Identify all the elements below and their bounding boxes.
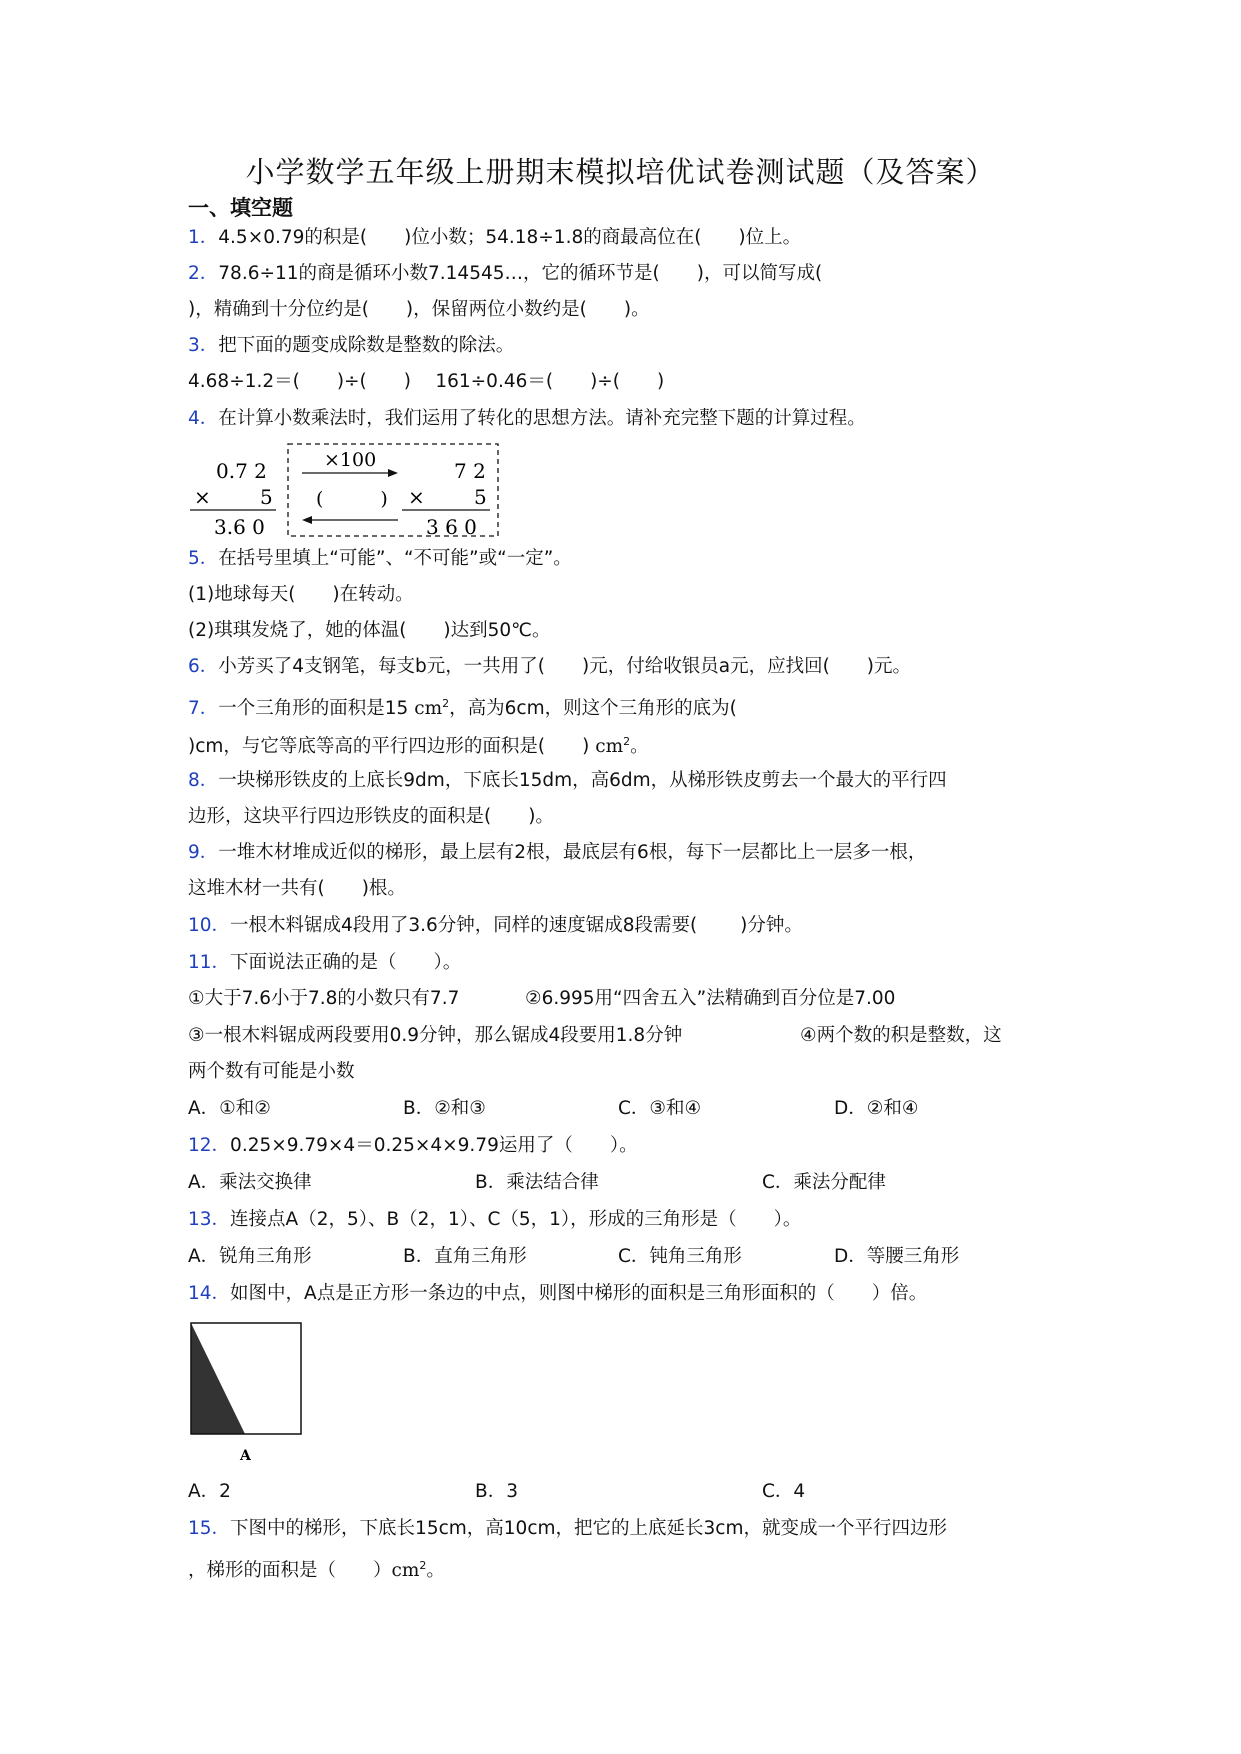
- question-text: 下图中的梯形，下底长15cm，高10cm，把它的上底延长3cm，就变成一个平行四边形: [230, 1518, 947, 1539]
- question-6: [188, 655, 911, 679]
- question-11-statement-4-cont: 两个数有可能是小数: [188, 1061, 355, 1082]
- question-number: 11．: [188, 952, 231, 973]
- question-number: 2．: [188, 263, 219, 284]
- question-number: 13．: [188, 1209, 231, 1230]
- question-8: [188, 769, 947, 793]
- question-text: 在括号里填上“可能”、“不可能”或“一定”。: [218, 548, 572, 569]
- question-14: [188, 1282, 927, 1306]
- question-13-option-d[interactable]: D．等腰三角形: [834, 1246, 960, 1267]
- question-text: 如图中，A点是正方形一条边的中点，则图中梯形的面积是三角形面积的（ ）倍。: [230, 1283, 928, 1304]
- fig-factor-b: 5: [260, 485, 273, 509]
- question-9: [188, 841, 926, 865]
- question-text-a: 一个三角形的面积是15: [218, 698, 415, 720]
- fig-blank: ( ): [316, 488, 388, 510]
- question-text: 把下面的题变成除数是整数的除法。: [218, 335, 515, 356]
- question-number: 5．: [188, 548, 219, 569]
- fig-times-sign-2: ×: [408, 485, 425, 509]
- question-number: 9．: [188, 842, 219, 863]
- question-text-c: 。: [426, 1560, 445, 1582]
- question-11: [188, 951, 461, 975]
- arrow-right-icon: [388, 469, 398, 477]
- question-text-b: ，梯形的面积是（ ）: [188, 1560, 392, 1582]
- unit-exponent: 2: [442, 697, 450, 710]
- question-text: 78.6÷11的商是循环小数7.14545…，它的循环节是( )，可以简写成(: [218, 263, 823, 284]
- square-figure: [188, 1320, 308, 1470]
- question-text: 0.25×9.79×4＝0.25×4×9.79运用了（ ）。: [230, 1135, 638, 1156]
- question-13-option-b[interactable]: B．直角三角形: [403, 1246, 527, 1267]
- unit-cm: cm: [414, 698, 443, 720]
- fig-result: 3.6 0: [214, 515, 265, 539]
- question-3-line2: 4.68÷1.2＝( )÷( ) 161÷0.46＝( )÷( ): [188, 371, 665, 392]
- question-2: [188, 262, 822, 286]
- section-heading: 一、填空题: [188, 196, 293, 220]
- question-number: 7．: [188, 698, 219, 720]
- question-5-sub1: (1)地球每天( )在转动。: [188, 584, 414, 605]
- question-4: [188, 407, 866, 431]
- unit-exponent: 2: [419, 1559, 427, 1572]
- question-11-option-b[interactable]: B．②和③: [403, 1098, 486, 1119]
- unit-cm: cm: [595, 736, 624, 758]
- question-12: [188, 1134, 638, 1158]
- question-text: 一根木料锯成4段用了3.6分钟，同样的速度锯成8段需要( )分钟。: [230, 915, 803, 936]
- question-3: [188, 334, 514, 358]
- question-text-b: ，高为6cm，则这个三角形的底为(: [449, 698, 737, 720]
- fig-factor-b2: 5: [474, 485, 487, 509]
- question-number: 8．: [188, 770, 219, 791]
- question-15: [188, 1517, 947, 1541]
- question-13: [188, 1208, 801, 1232]
- question-14-option-c[interactable]: C．4: [762, 1481, 806, 1502]
- question-14-option-a[interactable]: A．2: [188, 1481, 231, 1502]
- page-title: 小学数学五年级上册期末模拟培优试卷测试题（及答案）: [245, 155, 996, 189]
- question-text-c: )cm，与它等底等高的平行四边形的面积是( ): [188, 736, 596, 758]
- question-text: 下面说法正确的是（ ）。: [230, 952, 462, 973]
- unit-cm: cm: [391, 1560, 420, 1582]
- fig-factor-a: 0.7 2: [216, 459, 267, 483]
- question-text: 4.5×0.79的积是( )位小数；54.18÷1.8的商最高位在( )位上。: [218, 227, 802, 248]
- question-11-option-c[interactable]: C．③和④: [618, 1098, 702, 1119]
- question-7-line2: [188, 730, 649, 759]
- question-number: 12．: [188, 1135, 231, 1156]
- question-14-option-b[interactable]: B．3: [475, 1481, 518, 1502]
- unit-exponent: 2: [623, 735, 631, 748]
- question-12-option-a[interactable]: A．乘法交换律: [188, 1172, 312, 1193]
- question-5: [188, 547, 572, 571]
- fig-result-2: 3 6 0: [426, 515, 477, 539]
- question-5-sub2: (2)琪琪发烧了，她的体温( )达到50℃。: [188, 620, 551, 641]
- question-number: 10．: [188, 915, 231, 936]
- question-number: 14．: [188, 1283, 231, 1304]
- question-11-statement-2: ②6.995用“四舍五入”法精确到百分位是7.00: [525, 988, 896, 1009]
- question-text: 小芳买了4支钢笔，每支b元，一共用了( )元，付给收银员a元，应找回( )元。: [218, 656, 912, 677]
- question-number: 6．: [188, 656, 219, 677]
- question-9-line2: 这堆木材一共有( )根。: [188, 878, 406, 899]
- question-text: 一块梯形铁皮的上底长9dm，下底长15dm，高6dm，从梯形铁皮剪去一个最大的平行四: [218, 770, 947, 791]
- question-number: 1．: [188, 227, 219, 248]
- question-text: 连接点A（2，5）、B（2，1）、C（5，1），形成的三角形是（ ）。: [230, 1209, 802, 1230]
- question-number: 3．: [188, 335, 219, 356]
- question-1: [188, 226, 801, 250]
- question-11-statement-3: ③一根木料锯成两段要用0.9分钟，那么锯成4段要用1.8分钟: [188, 1025, 683, 1046]
- fig-times-sign: ×: [194, 485, 211, 509]
- question-number: 4．: [188, 408, 219, 429]
- question-8-line2: 边形，这块平行四边形铁皮的面积是( )。: [188, 806, 554, 827]
- question-7: [188, 692, 737, 721]
- question-text: 在计算小数乘法时，我们运用了转化的思想方法。请补充完整下题的计算过程。: [218, 408, 866, 429]
- question-11-statement-4: ④两个数的积是整数，这: [800, 1025, 1002, 1046]
- shaded-triangle: [191, 1323, 245, 1434]
- fig-top-label: ×100: [324, 449, 377, 471]
- question-11-statement-1: ①大于7.6小于7.8的小数只有7.7: [188, 988, 460, 1009]
- arrow-left-icon: [302, 516, 312, 524]
- question-text: 一堆木材堆成近似的梯形，最上层有2根，最底层有6根，每下一层都比上一层多一根，: [218, 842, 927, 863]
- multiplication-figure: [186, 440, 506, 540]
- question-10: [188, 914, 803, 938]
- question-13-option-a[interactable]: A．锐角三角形: [188, 1246, 312, 1267]
- question-15-line2: [188, 1554, 445, 1583]
- question-12-option-b[interactable]: B．乘法结合律: [475, 1172, 599, 1193]
- question-number: 15．: [188, 1518, 231, 1539]
- period: 。: [630, 736, 649, 758]
- point-a-label: A: [240, 1448, 251, 1464]
- fig-factor-a2: 7 2: [454, 459, 486, 483]
- question-12-option-c[interactable]: C．乘法分配律: [762, 1172, 886, 1193]
- question-2-line2: )，精确到十分位约是( )，保留两位小数约是( )。: [188, 299, 650, 320]
- question-11-option-a[interactable]: A．①和②: [188, 1098, 271, 1119]
- question-11-option-d[interactable]: D．②和④: [834, 1098, 919, 1119]
- question-13-option-c[interactable]: C．钝角三角形: [618, 1246, 742, 1267]
